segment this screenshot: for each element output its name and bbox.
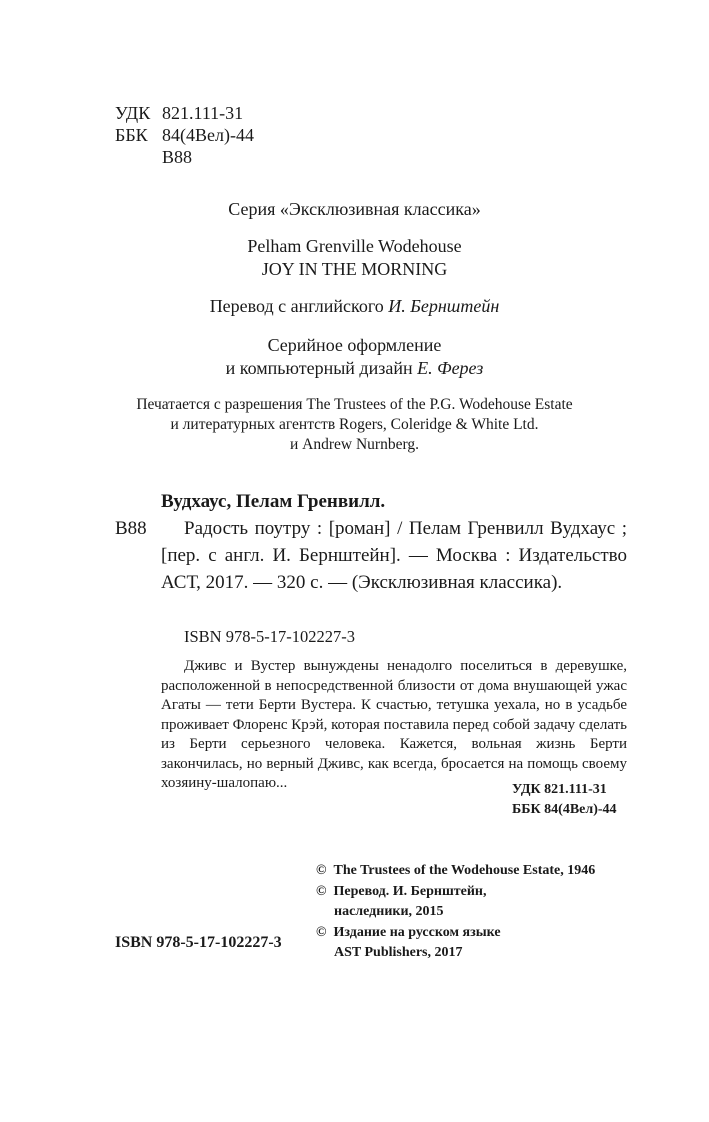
copyright-holder-3-line1: Издание на русском языке: [333, 924, 501, 940]
original-title: JOY IN THE MORNING: [261, 259, 448, 279]
series-title: Серия «Эксклюзивная классика»: [228, 199, 481, 219]
header-author-mark: В88: [162, 147, 193, 167]
small-bbk-code: ББК 84(4Вел)-44: [512, 802, 617, 817]
bbk-value: 84(4Вел)-44: [162, 125, 254, 145]
design-prefix: и компьютерный дизайн: [225, 358, 413, 378]
small-udk-code: УДК 821.111-31: [512, 782, 607, 797]
copyright-holder-3-line2: AST Publishers, 2017: [334, 945, 463, 960]
copyright-symbol: ©: [316, 883, 327, 899]
design-credit-line1: Серийное оформление: [267, 335, 442, 355]
annotation-text: Дживс и Вустер вынуждены ненадолго поселиться в деревушке, расположенной в непосредственной близости от дома внушающей ужас Агаты — тети Берти Вустера. К счастью, тетушка уехала, но в усадьбе проживает Флоренс Крэй, которая поставила перед собой задачу сделать из Берти серьезного человека. Кажется, вольная жизнь Берти закончилась, но верный Дживс, как всегда, бросается на помощь своему хозяину-шалопаю...: [161, 658, 627, 791]
copyright-entry-2-cont: [316, 902, 595, 923]
copyright-block: [316, 861, 595, 964]
designer-name: Е. Ферез: [417, 358, 484, 378]
translation-prefix: Перевод с английского: [209, 296, 384, 316]
udk-label: УДК: [115, 103, 151, 123]
copyright-holder-1: The Trustees of the Wodehouse Estate, 1946: [333, 863, 596, 878]
catalog-author-heading: Вудхаус, Пелам Гренвилл.: [161, 491, 386, 512]
original-author: Pelham Grenville Wodehouse: [247, 236, 462, 256]
permission-line1: Печатается с разрешения The Trustees of the P.G. Wodehouse Estate: [136, 396, 573, 413]
copyright-holder-2-line1: Перевод. И. Бернштейн,: [333, 883, 487, 899]
copyright-entry-2: [316, 882, 595, 903]
copyright-entry-3: [316, 923, 595, 944]
translation-credit: [0, 296, 709, 317]
udk-value: 821.111-31: [162, 103, 244, 123]
copyright-entry-3-cont: [316, 943, 595, 964]
copyright-entry-1: [316, 861, 595, 882]
footer-isbn: ISBN 978-5-17-102227-3: [115, 934, 282, 951]
bbk-label: ББК: [115, 125, 148, 145]
design-credit-line2: [0, 358, 709, 379]
udk-code: [115, 102, 243, 124]
copyright-holder-2-line2: наследники, 2015: [334, 904, 444, 919]
copyright-symbol: ©: [316, 863, 327, 878]
bbk-code: [115, 124, 254, 146]
catalog-isbn: ISBN 978-5-17-102227-3: [184, 627, 355, 646]
translator-name: И. Бернштейн: [388, 296, 500, 316]
catalog-description: Радость поутру : [роман] / Пелам Гренвилл Вудхаус ; [пер. с англ. И. Бернштейн]. — Москва : Издательство АСТ, 2017. — 320 с. — (Эксклюзивная классика).: [161, 518, 627, 593]
catalog-author-mark: В88: [115, 518, 147, 539]
permission-line2: и литературных агентств Rogers, Coleridge & White Ltd.: [170, 416, 539, 433]
copyright-symbol: ©: [316, 924, 327, 940]
permission-line3: и Andrew Nurnberg.: [290, 436, 419, 453]
